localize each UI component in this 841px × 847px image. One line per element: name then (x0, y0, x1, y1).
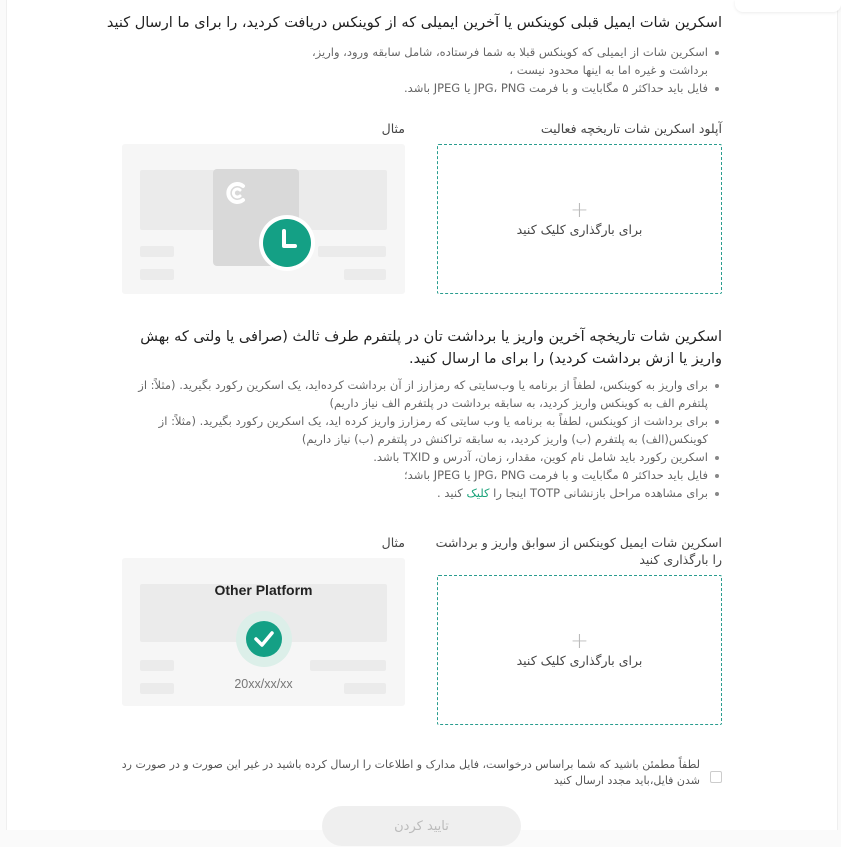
totp-suffix: کنید . (437, 486, 463, 500)
section2-upload-box[interactable] (437, 575, 722, 725)
upload-prompt: برای بارگذاری کلیک کنید (516, 652, 643, 668)
list-item: اسکرین رکورد باید شامل نام کوین، مقدار، زمان، آدرس و TXID باشد. (120, 448, 708, 466)
confirm-text: لطفاً مطمئن باشید که شما براساس درخواست، فایل مدارک و اطلاعات را ارسال کرده باشید در غیر این صورت و در صورت رد شدن فایل،باید مجدد ارسال کنید (121, 758, 700, 787)
example-bar (140, 246, 174, 257)
totp-link[interactable]: کلیک (466, 486, 490, 500)
example-bar (310, 660, 386, 671)
plus-icon: + (570, 628, 589, 654)
example-bar (318, 246, 386, 257)
section2-bullets (120, 376, 722, 502)
totp-prefix: برای مشاهده مراحل بازنشانی TOTP اینجا را (493, 486, 708, 500)
section2-example-label: مثال (381, 535, 405, 550)
list-item: برای برداشت از کوینکس، لطفاً به برنامه یا وب سایتی که رمزارز واریز کرده اید، یک اسکرین رکورد بگیرید. (مثلاً: از کوینکس(الف) به پلتفرم (ب) واریز کردید، به سابقه تراکنش در پلتفرم (ب) نیاز داریم) (120, 412, 708, 448)
confirm-checkbox[interactable] (710, 771, 722, 783)
section2-upload-label: اسکرین شات ایمیل کوینکس از سوابق واریز و برداشت را بارگذاری کنید (435, 535, 722, 567)
list-item: اسکرین شات از ایمیلی که کوینکس قبلا به شما فرستاده، شامل سابقه ورود، واریز، برداشت و غیره اما به اینها محدود نیست ، (300, 43, 708, 79)
list-item: برای واریز به کوینکس، لطفاً از برنامه یا وب‌سایتی که رمزارز از آن برداشت کرده‌اید، یک اسکرین رکورد بگیرید. (مثلاً: از پلتفرم الف به کوینکس واریز کردید، به سابقه برداشت در پلتفرم الف نیاز داریم) (120, 376, 708, 412)
section1-example-image (122, 144, 405, 294)
list-item: فایل باید حداکثر ۵ مگابایت و با فرمت JPG، PNG یا JPEG باشد؛ (120, 466, 708, 484)
section2-example-image (122, 558, 405, 706)
section1-upload-label: آپلود اسکرین شات تاریخچه فعالیت (540, 121, 722, 136)
list-item: فایل باید حداکثر ۵ مگابایت و با فرمت JPG، PNG یا JPEG باشد. (300, 79, 708, 97)
section1-heading: اسکرین شات ایمیل قبلی کوینکس یا آخرین ایمیلی که از کوینکس دریافت کردید، را برای ما ارسال کنید (106, 15, 722, 31)
upload-prompt: برای بارگذاری کلیک کنید (516, 221, 643, 237)
plus-icon: + (570, 197, 589, 223)
example-bar (140, 269, 174, 280)
coinex-logo-icon (223, 179, 251, 207)
example-bar (140, 660, 174, 671)
section1-bullets (300, 43, 722, 97)
section1-example-label: مثال (381, 121, 405, 136)
check-circle-icon (236, 611, 292, 667)
section2-heading: اسکرین شات تاریخچه آخرین واریز یا برداشت تان در پلتفرم طرف ثالث (صرافی یا ولتی که بهش واریز یا ازش برداشت کردید) را برای ما ارسال کنید. (140, 329, 722, 367)
list-item (120, 484, 708, 502)
top-edge (735, 0, 841, 12)
clock-icon (259, 215, 315, 271)
example-date: 20xx/xx/xx (234, 677, 293, 691)
section1-upload-box[interactable] (437, 144, 722, 294)
example-platform-title: Other Platform (214, 582, 313, 598)
submit-button[interactable]: تایید کردن (322, 806, 521, 846)
example-bar (344, 269, 386, 280)
